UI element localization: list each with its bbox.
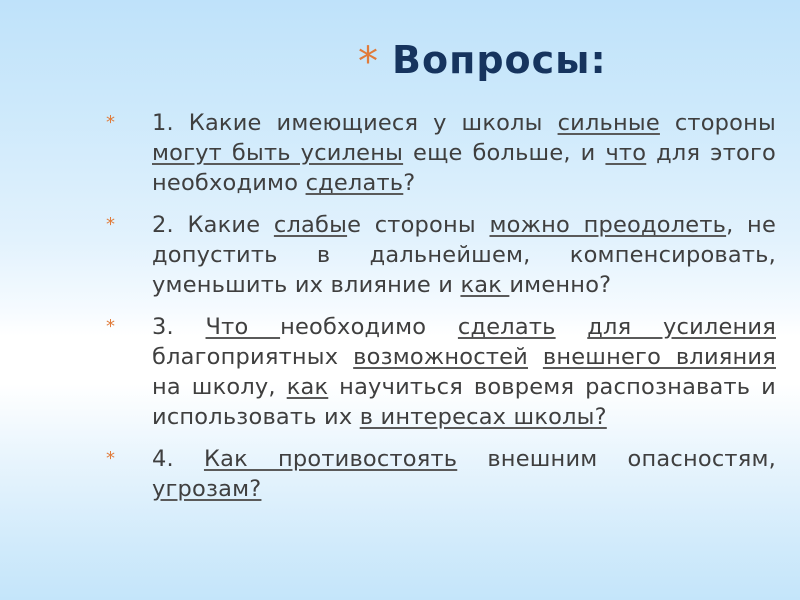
question-item xyxy=(100,108,780,198)
star-bullet: * xyxy=(106,316,115,337)
underlined-text: сделать xyxy=(305,170,404,196)
underlined-text: внешнего влияния xyxy=(542,344,776,370)
text-segment: необходимо xyxy=(280,314,458,340)
underlined-text: возможностей xyxy=(353,344,528,370)
underlined-text: в интересах школы? xyxy=(359,404,607,430)
text-segment: внешним опасностям, xyxy=(457,446,776,472)
underlined-text: могут быть усилены xyxy=(152,140,404,166)
underlined-text: Что xyxy=(205,314,281,340)
text-segment xyxy=(556,314,588,340)
underlined-text: сделать xyxy=(457,314,556,340)
text-segment: 1. Какие имеющиеся у школы xyxy=(152,110,558,136)
question-text xyxy=(152,444,776,504)
underlined-text: для усиления xyxy=(587,314,776,340)
text-segment: благоприятных xyxy=(152,344,354,370)
text-segment: , не допустить в дальнейшем, компенсировать, уменьшить их влияние и xyxy=(152,212,776,298)
text-segment: на школу, xyxy=(152,374,287,400)
underlined-text: слабы xyxy=(273,212,348,238)
title-star-bullet: * xyxy=(358,39,378,85)
question-text xyxy=(152,312,776,432)
text-segment: именно? xyxy=(509,272,612,298)
text-segment: для этого необходимо xyxy=(152,140,776,196)
text-segment: еще больше, и xyxy=(403,140,606,166)
underlined-text: сильные xyxy=(557,110,660,136)
underlined-text: как xyxy=(286,374,329,400)
question-item xyxy=(100,312,780,432)
star-bullet: * xyxy=(106,112,115,133)
question-item xyxy=(100,444,780,504)
underlined-text: что xyxy=(605,140,647,166)
star-bullet: * xyxy=(106,448,115,469)
text-segment: 3. xyxy=(152,314,206,340)
star-bullet: * xyxy=(106,214,115,235)
text-segment xyxy=(528,344,543,370)
text-segment: ? xyxy=(403,170,416,196)
underlined-text: можно преодолеть xyxy=(489,212,727,238)
underlined-text: как xyxy=(460,272,510,298)
text-segment: 4. xyxy=(152,446,204,472)
question-text xyxy=(152,108,776,198)
text-segment: е стороны xyxy=(347,212,490,238)
text-segment: стороны xyxy=(659,110,776,136)
text-segment: 2. Какие xyxy=(152,212,274,238)
title-row xyxy=(358,30,607,90)
underlined-text: угрозам? xyxy=(152,476,262,502)
slide-title: Вопросы: xyxy=(392,38,607,82)
text-segment: научиться вовремя распознавать и использовать их xyxy=(152,374,776,430)
underlined-text: Как противостоять xyxy=(203,446,458,472)
question-list xyxy=(100,108,780,516)
question-text xyxy=(152,210,776,300)
question-item xyxy=(100,210,780,300)
